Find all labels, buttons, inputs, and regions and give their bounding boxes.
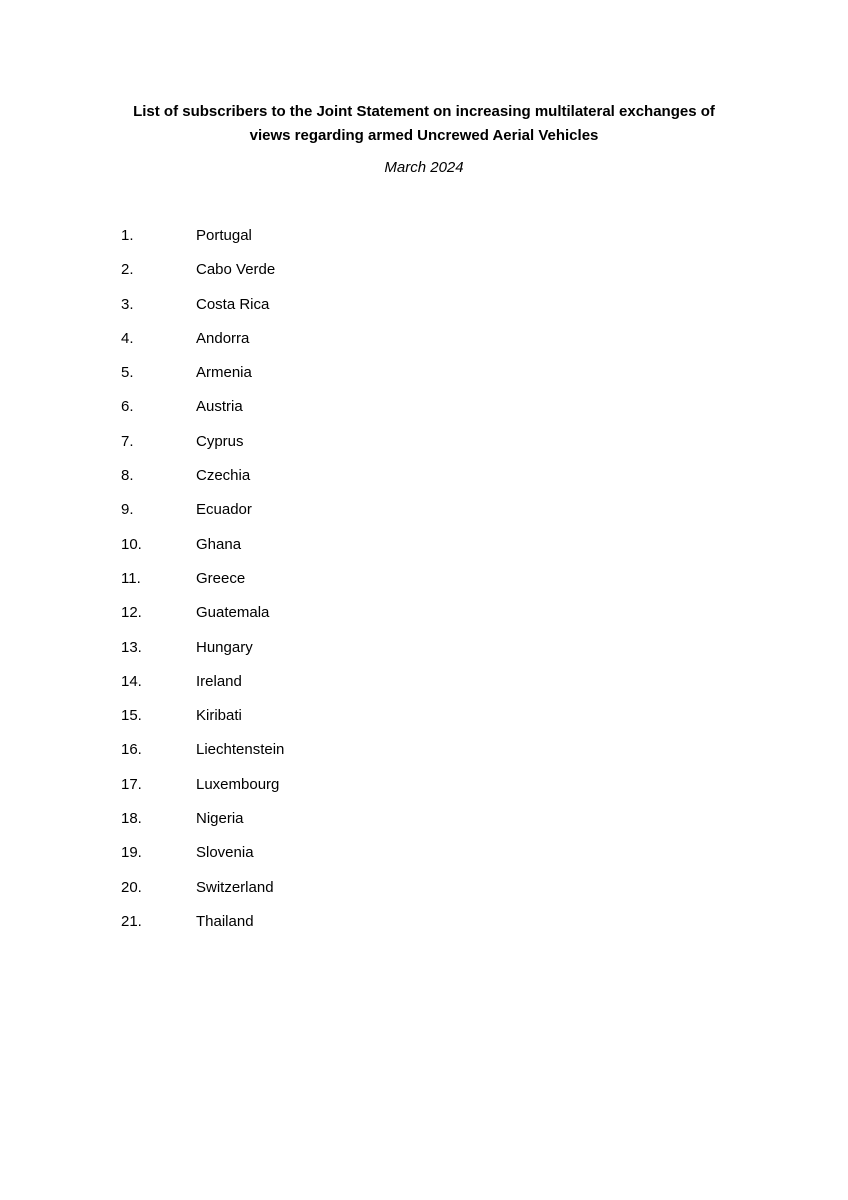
list-item [0, 224, 848, 258]
country-name: Guatemala [196, 604, 270, 622]
country-name: Costa Rica [196, 295, 270, 313]
item-number: 12. [121, 604, 142, 622]
list-item [0, 533, 848, 567]
list-item [0, 395, 848, 429]
item-number: 1. [121, 227, 134, 244]
list-item [0, 876, 848, 910]
list-item [0, 601, 848, 635]
country-name: Slovenia [196, 844, 254, 862]
list-item [0, 361, 848, 395]
country-name: Luxembourg [196, 775, 280, 793]
item-number: 9. [121, 501, 134, 519]
subscriber-list [0, 224, 848, 944]
item-number: 3. [121, 295, 134, 313]
item-number: 6. [121, 398, 134, 416]
item-number: 13. [121, 638, 142, 656]
country-name: Portugal [196, 227, 252, 244]
list-item [0, 910, 848, 944]
item-number: 8. [121, 467, 134, 485]
item-number: 21. [121, 912, 142, 930]
item-number: 18. [121, 810, 142, 828]
country-name: Cabo Verde [196, 261, 276, 279]
country-name: Cyprus [196, 432, 244, 450]
item-number: 7. [121, 432, 134, 450]
list-item [0, 670, 848, 704]
country-name: Liechtenstein [196, 741, 285, 759]
item-number: 16. [121, 741, 142, 759]
country-name: Switzerland [196, 878, 274, 896]
list-item [0, 567, 848, 601]
document-title [0, 100, 848, 148]
country-name: Czechia [196, 467, 251, 485]
list-item [0, 738, 848, 772]
title-line-1: List of subscribers to the Joint Statement on increasing multilateral exchanges of [133, 103, 715, 120]
item-number: 15. [121, 707, 142, 725]
country-name: Thailand [196, 912, 254, 930]
item-number: 17. [121, 775, 142, 793]
list-item [0, 807, 848, 841]
country-name: Kiribati [196, 707, 242, 725]
list-item [0, 498, 848, 532]
list-item [0, 704, 848, 738]
list-item [0, 430, 848, 464]
list-item [0, 841, 848, 875]
item-number: 5. [121, 364, 134, 382]
list-item [0, 258, 848, 292]
country-name: Greece [196, 569, 246, 587]
title-line-2: views regarding armed Uncrewed Aerial Vehicles [249, 127, 599, 144]
item-number: 14. [121, 672, 142, 690]
country-name: Armenia [196, 364, 252, 382]
item-number: 11. [121, 569, 141, 587]
list-item [0, 293, 848, 327]
document-date: March 2024 [384, 159, 464, 176]
country-name: Ecuador [196, 501, 252, 519]
country-name: Ghana [196, 535, 242, 553]
country-name: Austria [196, 398, 243, 416]
country-name: Nigeria [196, 810, 244, 828]
item-number: 10. [121, 535, 142, 553]
country-name: Andorra [196, 329, 250, 347]
item-number: 19. [121, 844, 142, 862]
list-item [0, 773, 848, 807]
list-item [0, 464, 848, 498]
list-item [0, 327, 848, 361]
country-name: Hungary [196, 638, 253, 656]
item-number: 2. [121, 261, 134, 279]
item-number: 4. [121, 329, 134, 347]
country-name: Ireland [196, 672, 242, 690]
list-item [0, 636, 848, 670]
item-number: 20. [121, 878, 142, 896]
